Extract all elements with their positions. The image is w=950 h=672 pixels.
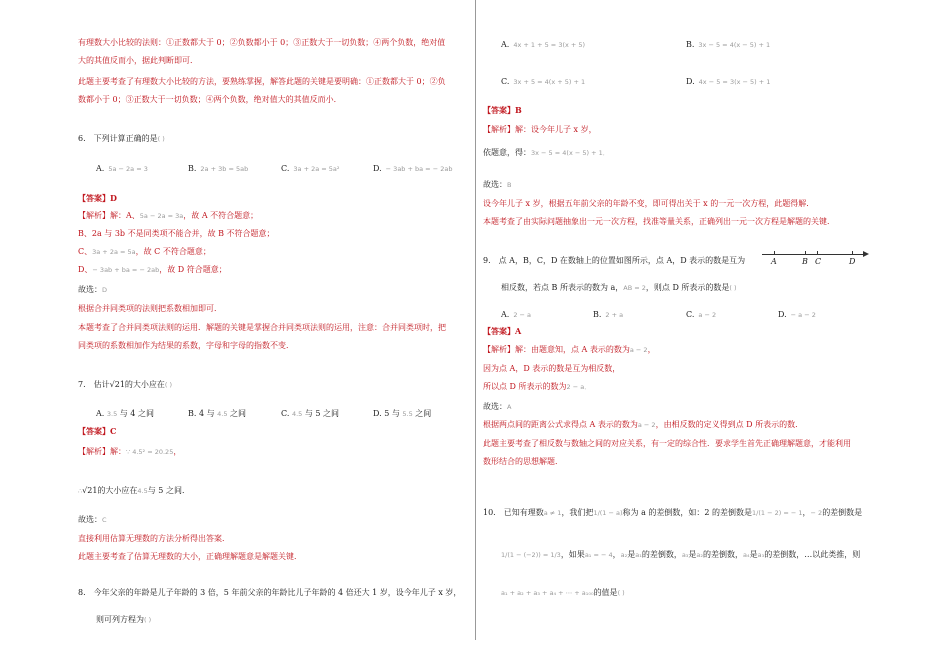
question-9-stem-2: 相反数，若点 B 所表示的数为 a，AB = 2，则点 D 所表示的数是( ) [501, 283, 737, 292]
note-line: 直接利用估算无理数的方法分析得出答案． [78, 534, 230, 543]
option-c: C. 3a + 2a = 5a² [281, 164, 340, 173]
option-c: C. 3x + 5 = 4(x + 5) + 1 [501, 77, 586, 86]
explanation-line: 【解析】解：∵ 4.5² = 20.25， [78, 447, 182, 456]
answer-label: 【答案】D [78, 193, 117, 203]
explanation-line: 所以点 D 所表示的数为2 − a． [483, 382, 591, 391]
option-d: D. − a − 2 [778, 310, 816, 319]
axis-label-b: B [802, 257, 808, 266]
column-divider [475, 0, 476, 640]
option-b: B. 2 + a [593, 310, 624, 319]
axis-label-a: A [771, 257, 777, 266]
note-line: 根据两点间的距离公式求得点 A 表示的数为a − 2，由相反数的定义得到点 D 所表示的数． [483, 420, 804, 429]
answer-label: 【答案】B [483, 105, 522, 115]
explanation-line: 【解析】解：设今年儿子 x 岁， [483, 125, 597, 134]
left-column [78, 0, 470, 672]
text-line: 大的其值反而小，据此判断即可． [78, 56, 198, 65]
option-c: C. a − 2 [686, 310, 717, 319]
option-b: B. 4 与 4.5 之间 [188, 409, 247, 418]
explanation-line: ∴√21的大小应在4.5与 5 之间． [78, 486, 190, 495]
explanation-line: B、2a 与 3b 不是同类项不能合并，故 B 不符合题意； [78, 229, 275, 238]
axis-tick [805, 251, 806, 255]
note-line: 同类项的系数相加作为结果的系数，字母和字母的指数不变． [78, 341, 294, 350]
explanation-line: 【解析】解：由题意知，点 A 表示的数为a − 2， [483, 345, 656, 354]
text-line: 数都小于 0；③正数大于一切负数；④两个负数，绝对值大的其值反而小． [78, 95, 342, 104]
axis-tick [817, 251, 818, 255]
answer-label: 【答案】A [483, 326, 522, 336]
explanation-line: 因为点 A，D 表示的数是互为相反数， [483, 364, 621, 373]
axis-tick [774, 251, 775, 255]
question-10-line-2: 1/(1 − (−2)) = 1/3，如果a₁ = − 4，a₂是a₁的差倒数，a₃是a₂的差倒数，a₄是a₃的差倒数，…以此类推，则 [501, 550, 861, 559]
note-line: 本题考查了合并同类项法则的运用．解题的关键是掌握合并同类项法则的运用，注意：合并同类项时，把 [78, 323, 446, 332]
text-line: 此题主要考查了有理数大小比较的方法，要熟练掌握，解答此题的关键是要明确：①正数都大于 0；②负 [78, 77, 446, 86]
note-line: 设今年儿子 x 岁，根据五年前父亲的年龄不变，即可得出关于 x 的一元一次方程，此题得解． [483, 199, 815, 208]
answer-label: 【答案】C [78, 426, 117, 436]
question-9-stem: 9. 点 A，B，C，D 在数轴上的位置如图所示，点 A，D 表示的数是互为 [483, 256, 746, 265]
choose-line: 故选：A [483, 402, 512, 411]
option-c: C. 4.5 与 5 之间 [281, 409, 340, 418]
option-d: D. − 3ab + ba = − 2ab [373, 164, 453, 173]
axis-label-c: C [815, 257, 822, 266]
note-line: 此题主要考查了估算无理数的大小，正确理解题意是解题关键． [78, 552, 302, 561]
choose-line: 故选：C [78, 515, 107, 524]
option-b: B. 3x − 5 = 4(x − 5) + 1 [686, 40, 771, 49]
option-a: A. 3.5 与 4 之间 [96, 409, 154, 418]
question-10-line-3: a₁ + a₂ + a₃ + a₄ + ⋯ + a₁₀₀的值是( ) [501, 588, 625, 597]
option-a: A. 5a − 2a = 3 [96, 164, 148, 173]
option-a: A. 4x + 1 + 5 = 3(x + 5) [501, 40, 586, 49]
choose-line: 故选：B [483, 180, 512, 189]
option-d: D. 4x − 5 = 3(x − 5) + 1 [686, 77, 771, 86]
right-column [483, 0, 875, 672]
axis-label-d: D [849, 257, 856, 266]
note-line: 此题主要考查了相反数与数轴之间的对应关系，有一定的综合性．要求学生首先正确理解题意，才能利用 [483, 439, 851, 448]
option-b: B. 2a + 3b = 5ab [188, 164, 249, 173]
question-6-stem: 6. 下列计算正确的是( ) [78, 134, 165, 143]
option-a: A. 2 − a [501, 310, 532, 319]
number-line-figure [762, 248, 870, 268]
question-10-stem: 10. 已知有理数a ≠ 1，我们把1/(1 − a)称为 a 的差倒数，如：2 的差倒数是1/(1 − 2) = − 1，− 2的差倒数是 [483, 508, 863, 517]
note-line: 根据合并同类项的法则把系数相加即可． [78, 304, 222, 313]
number-line-axis [762, 254, 866, 255]
question-8-stem-2: 则可列方程为( ) [96, 615, 152, 624]
text-line: 有理数大小比较的法则：①正数都大于 0；②负数都小于 0；③正数大于一切负数；④两个负数，绝对值 [78, 38, 446, 47]
option-d: D. 5 与 5.5 之间 [373, 409, 432, 418]
explanation-line: D、− 3ab + ba = − 2ab，故 D 符合题意； [78, 265, 227, 274]
note-line: 本题考查了由实际问题抽象出一元一次方程，找准等量关系，正确列出一元一次方程是解题的关键． [483, 217, 835, 226]
axis-tick [852, 251, 853, 255]
explanation-line: 【解析】解：A、5a − 2a = 3a，故 A 不符合题意； [78, 211, 259, 220]
question-7-stem: 7. 估计√21的大小应在( ) [78, 380, 173, 389]
arrow-icon [863, 251, 869, 257]
explanation-line: C、3a + 2a = 5a，故 C 不符合题意； [78, 247, 211, 256]
explanation-line: 依题意，得：3x − 5 = 4(x − 5) + 1． [483, 148, 610, 157]
note-line: 数形结合的思想解题． [483, 457, 563, 466]
question-8-stem: 8. 今年父亲的年龄是儿子年龄的 3 倍，5 年前父亲的年龄比儿子年龄的 4 倍还大 1 岁，设今年儿子 x 岁， [78, 588, 462, 597]
choose-line: 故选：D [78, 285, 108, 294]
